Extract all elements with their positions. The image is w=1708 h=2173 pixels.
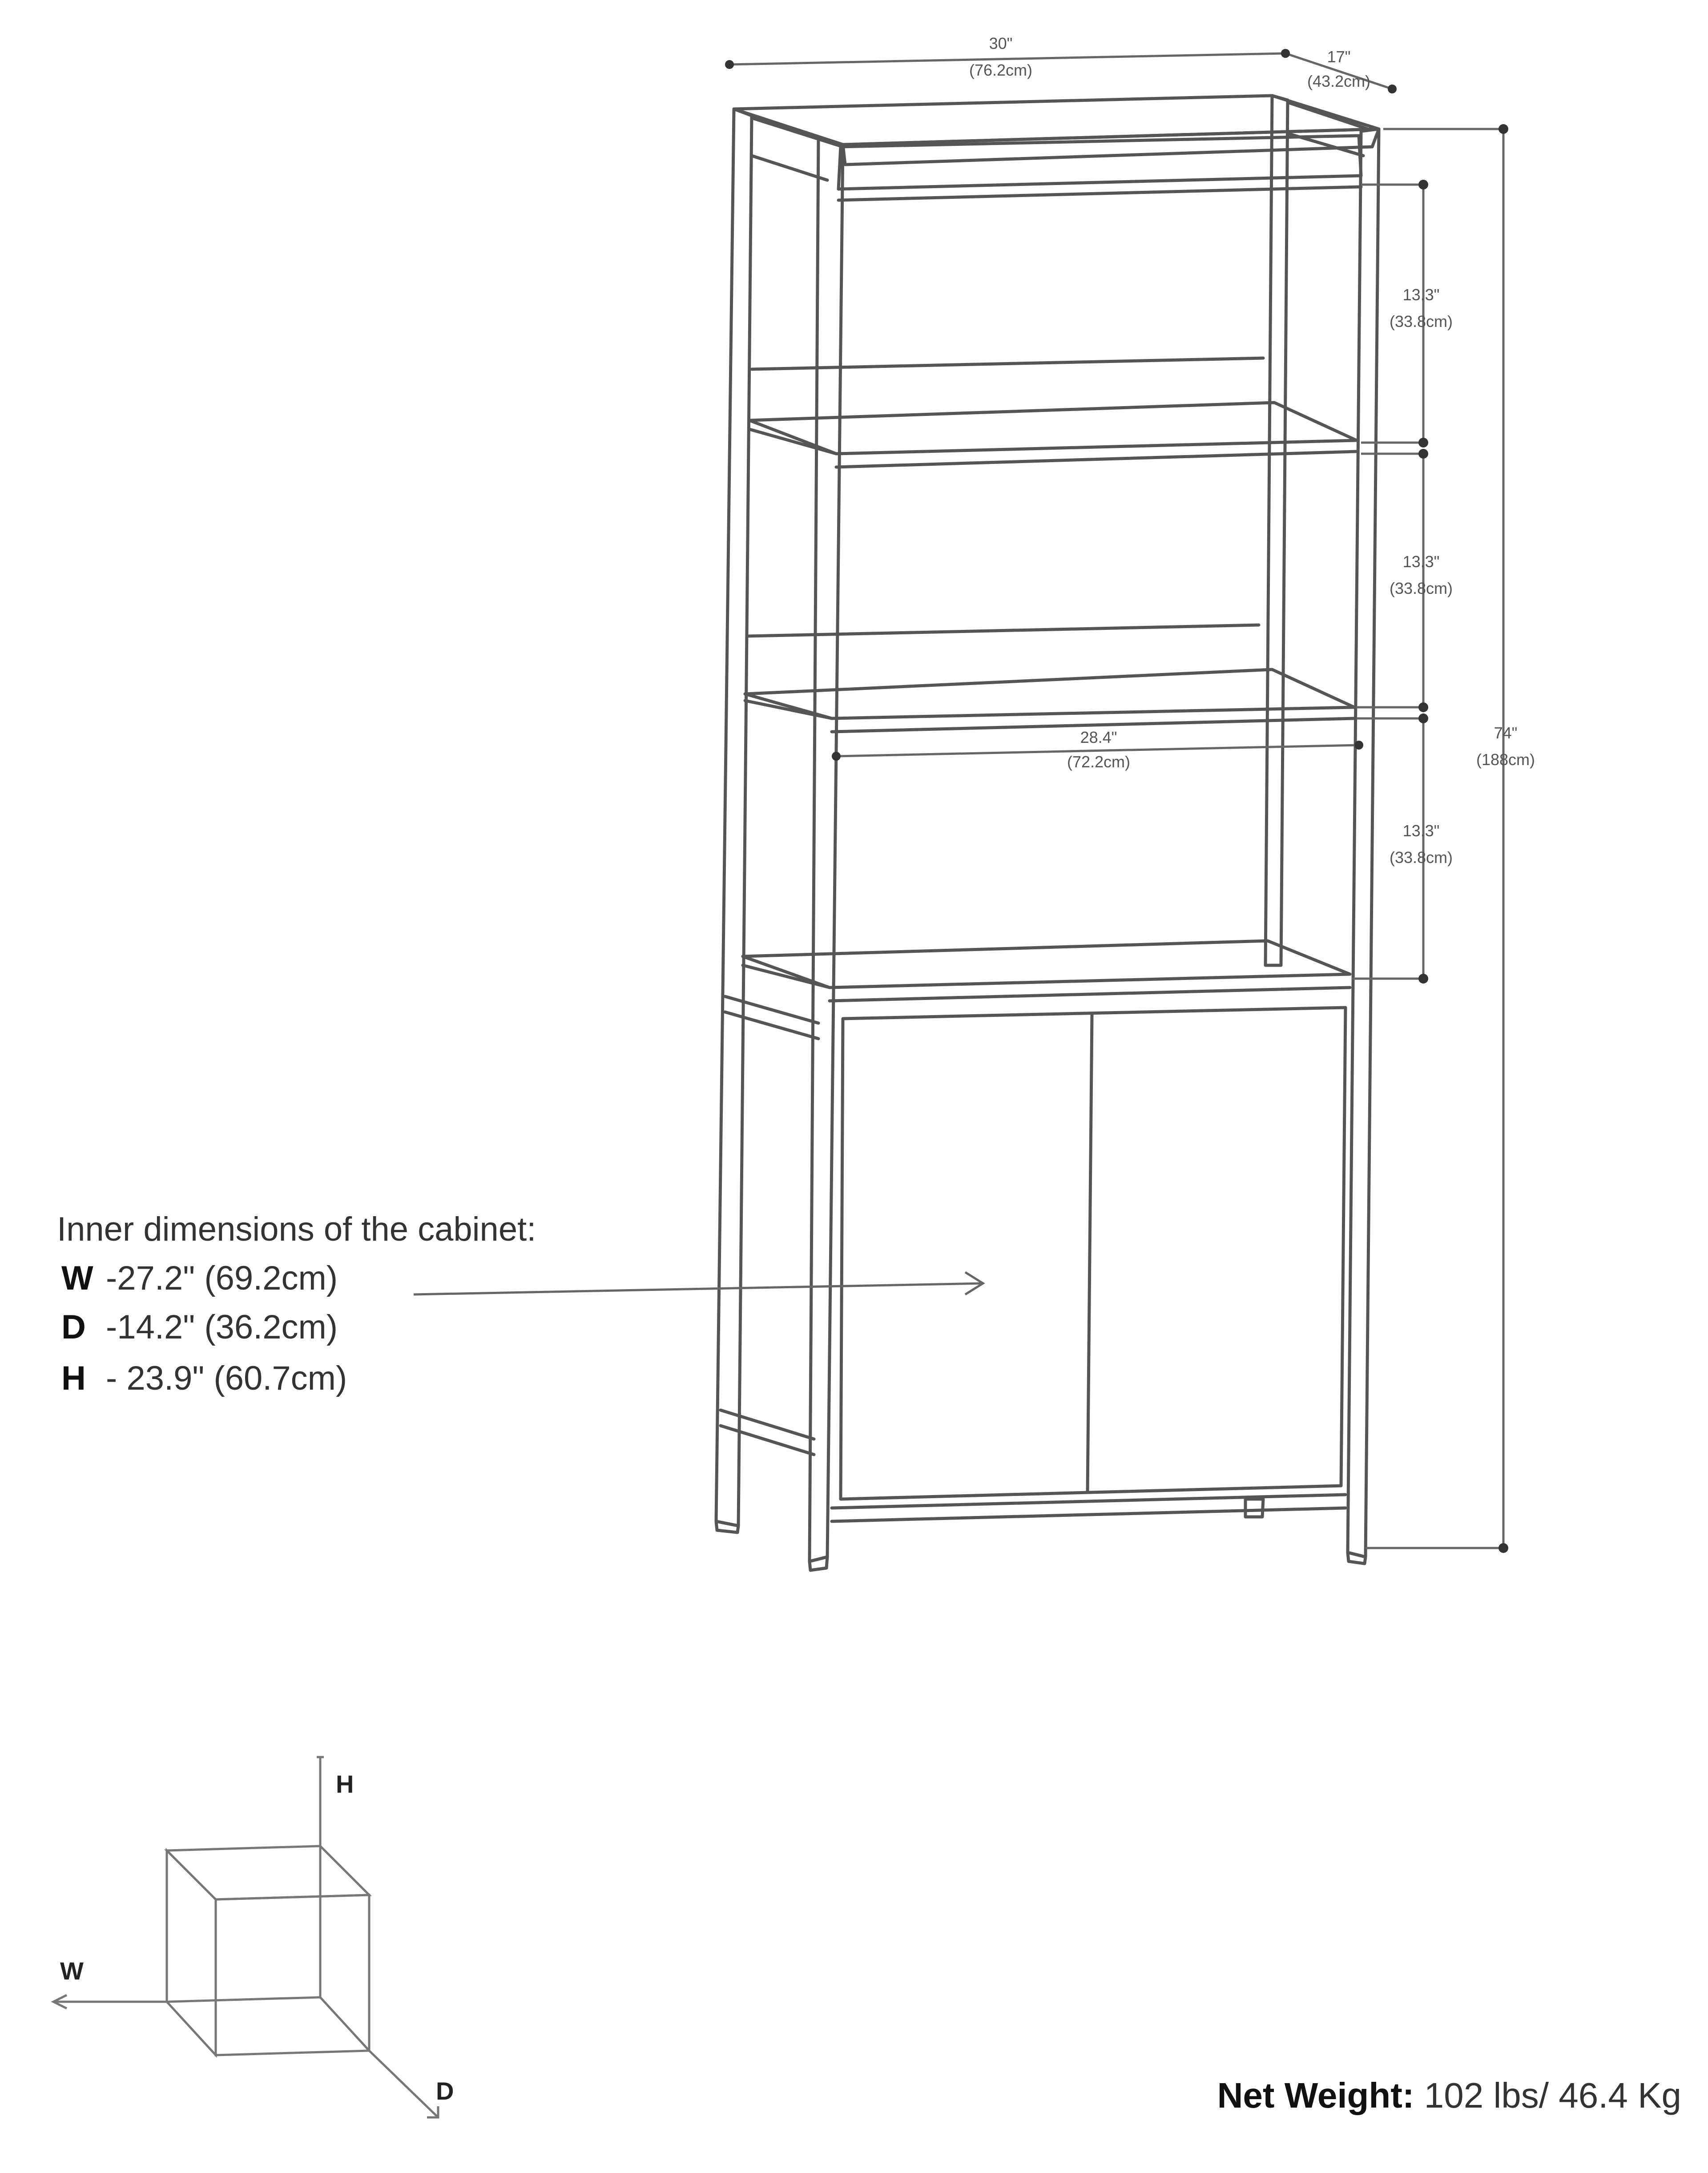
shelf-gap-3 — [1352, 714, 1453, 984]
bookcase-frame — [716, 96, 1379, 1561]
gap2-inches: 13.3" — [1402, 552, 1440, 571]
legs — [716, 1521, 1366, 1570]
net-weight-label: Net Weight: — [1217, 2076, 1414, 2115]
gap3-cm: (33.8cm) — [1389, 848, 1453, 867]
cabinet-width-key: W — [61, 1259, 93, 1297]
gap1-cm: (33.8cm) — [1389, 312, 1453, 331]
cabinet-depth-row — [61, 1308, 338, 1347]
axis-cube-icon — [53, 1757, 454, 2117]
shelf-1 — [838, 136, 1361, 200]
inner-width-inches: 28.4" — [1080, 728, 1117, 746]
gap1-inches: 13.3" — [1402, 286, 1440, 304]
cabinet — [832, 1008, 1345, 1521]
width-inches: 30" — [989, 34, 1013, 52]
lower-side-rails — [721, 996, 818, 1455]
cabinet-title: Inner dimensions of the cabinet: — [57, 1210, 536, 1248]
inner-width-cm: (72.2cm) — [1067, 753, 1131, 771]
axis-h-label: H — [336, 1770, 354, 1798]
axis-w-label: W — [60, 1957, 84, 1985]
depth-cm: (43.2cm) — [1307, 72, 1371, 90]
gap3-inches: 13.3" — [1402, 822, 1440, 840]
height-inches: 74" — [1494, 724, 1518, 742]
height-cm: (188cm) — [1476, 750, 1535, 769]
net-weight — [1217, 2075, 1681, 2116]
shelf-gap-2 — [1357, 449, 1453, 712]
width-cm: (76.2cm) — [969, 61, 1033, 79]
gap2-cm: (33.8cm) — [1389, 579, 1453, 597]
cabinet-height-value: - 23.9" (60.7cm) — [106, 1359, 347, 1397]
depth-inches: 17" — [1327, 48, 1351, 66]
cabinet-width-value: -27.2" (69.2cm) — [106, 1259, 338, 1297]
cabinet-width-row — [61, 1259, 338, 1298]
cabinet-height-row — [61, 1359, 347, 1398]
cabinet-depth-key: D — [61, 1308, 86, 1346]
height-dimension — [1366, 124, 1535, 1553]
width-dimension — [725, 34, 1290, 79]
cabinet-height-key: H — [61, 1359, 86, 1397]
axis-d-label: D — [436, 2077, 454, 2105]
depth-dimension — [1281, 48, 1397, 93]
cabinet-depth-value: -14.2" (36.2cm) — [106, 1308, 338, 1346]
net-weight-value: 102 lbs/ 46.4 Kg — [1424, 2076, 1681, 2115]
cabinet-callout-arrow — [414, 1272, 983, 1294]
